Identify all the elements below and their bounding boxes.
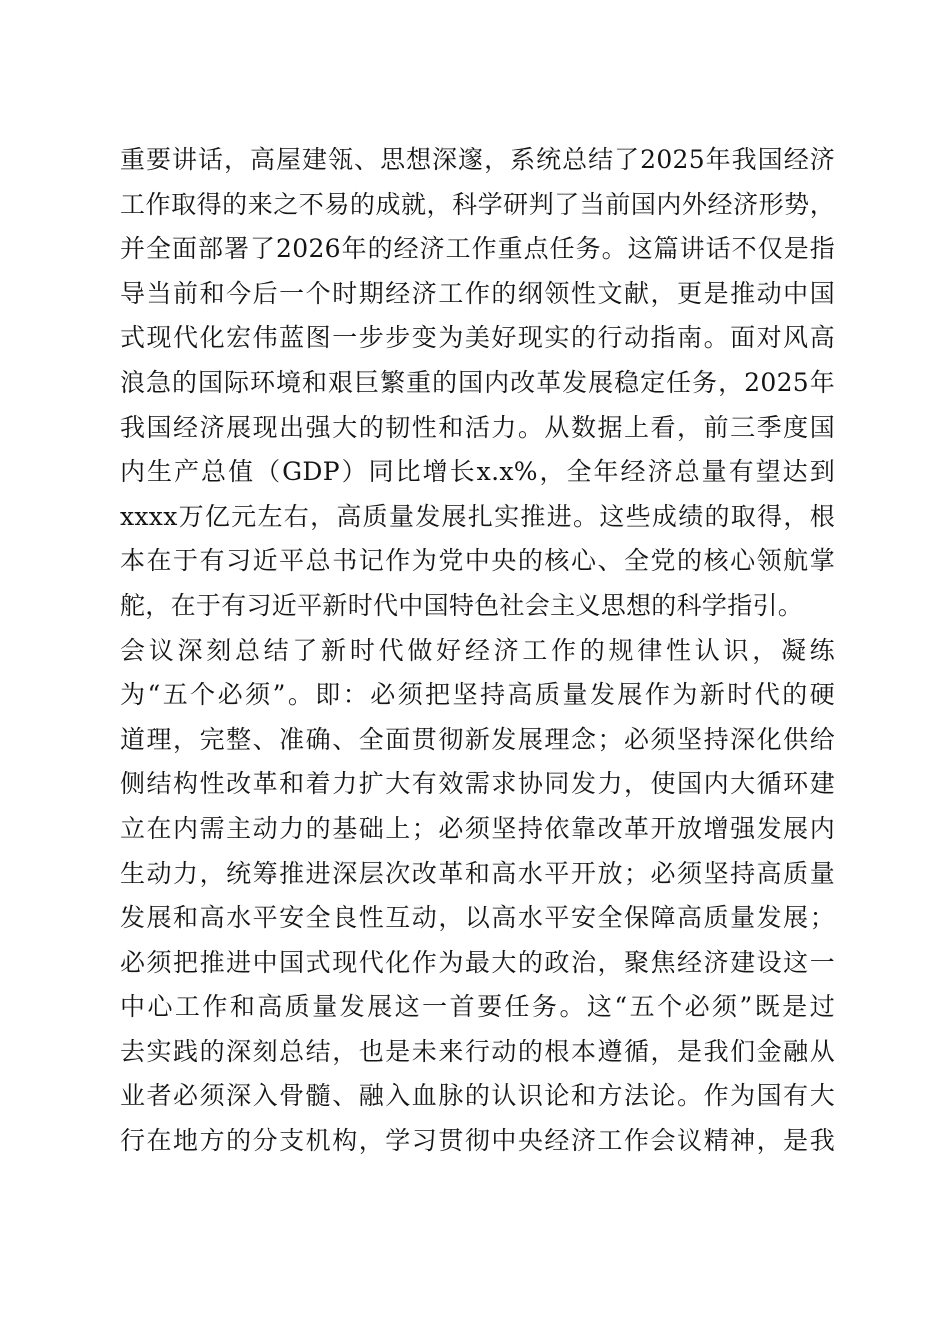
text-line: 去实践的深刻总结，也是未来行动的根本遵循，是我们金融从 (120, 1036, 835, 1066)
text-line: 内生产总值（GDP）同比增长x.x%，全年经济总量有望达到 (120, 457, 835, 487)
text-line: 道理，完整、准确、全面贯彻新发展理念；必须坚持深化供给 (120, 724, 835, 754)
text-line: 本在于有习近平总书记作为党中央的核心、全党的核心领航掌 (120, 546, 835, 576)
text-line: 导当前和今后一个时期经济工作的纲领性文献，更是推动中国 (120, 278, 835, 308)
text-line: 式现代化宏伟蓝图一步步变为美好现实的行动指南。面对风高 (120, 323, 835, 353)
text-line: 行在地方的分支机构，学习贯彻中央经济工作会议精神，是我 (120, 1126, 835, 1156)
text-line: 我国经济展现出强大的韧性和活力。从数据上看，前三季度国 (120, 412, 835, 442)
text-line: 侧结构性改革和着力扩大有效需求协同发力，使国内大循环建 (120, 769, 835, 799)
text-line: 必须把推进中国式现代化作为最大的政治，聚焦经济建设这一 (120, 947, 835, 977)
body-text (120, 138, 835, 1164)
text-line: 发展和高水平安全良性互动，以高水平安全保障高质量发展； (120, 903, 835, 933)
text-line: 并全面部署了2026年的经济工作重点任务。这篇讲话不仅是指 (120, 234, 835, 264)
text-line: 中心工作和高质量发展这一首要任务。这“五个必须”既是过 (120, 992, 835, 1022)
text-line: 工作取得的来之不易的成就，科学研判了当前国内外经济形势， (120, 189, 835, 219)
text-line: xxxx万亿元左右，高质量发展扎实推进。这些成绩的取得，根 (120, 501, 835, 531)
text-line: 生动力，统筹推进深层次改革和高水平开放；必须坚持高质量 (120, 858, 835, 888)
text-line: 重要讲话，高屋建瓴、思想深邃，系统总结了2025年我国经济 (120, 145, 835, 174)
text-line: 舵，在于有习近平新时代中国特色社会主义思想的科学指引。 (120, 590, 804, 620)
text-line: 业者必须深入骨髓、融入血脉的认识论和方法论。作为国有大 (120, 1081, 835, 1111)
text-line: 浪急的国际环境和艰巨繁重的国内改革发展稳定任务，2025年 (120, 367, 835, 397)
text-line: 立在内需主动力的基础上；必须坚持依靠改革开放增强发展内 (120, 813, 835, 843)
text-line: 会议深刻总结了新时代做好经济工作的规律性认识，凝练 (120, 635, 835, 665)
text-line: 为“五个必须”。即：必须把坚持高质量发展作为新时代的硬 (120, 680, 835, 710)
